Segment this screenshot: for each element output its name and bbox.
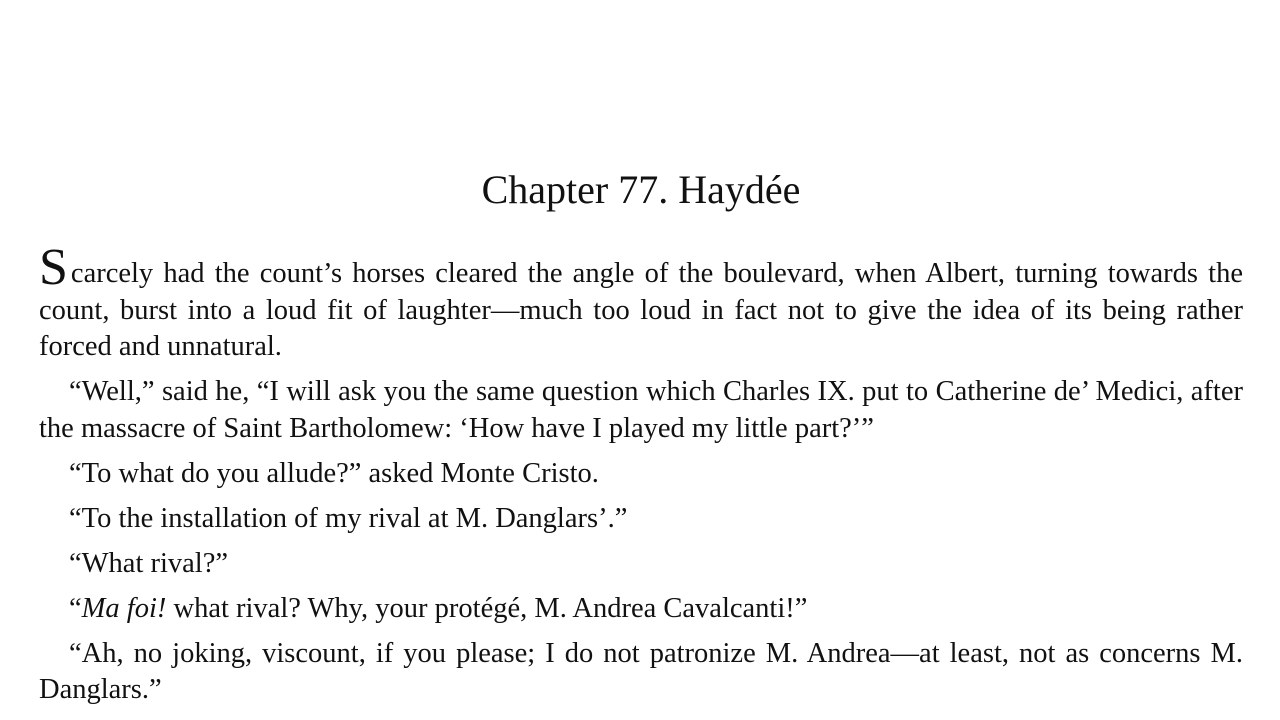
paragraph-4: “To the installation of my rival at M. Danglars’.” xyxy=(69,502,628,534)
paragraph-1 xyxy=(39,239,1243,366)
paragraph-1-text: carcely had the count’s horses cleared the angle of the boulevard, when Albert, turning towards the count, burst into a loud fit of laughter—much too loud in fact not to give the idea of its being rather forced and unnatural. xyxy=(39,258,1243,362)
paragraph-2: “Well,” said he, “I will ask you the same question which Charles IX. put to Catherine de’ Medici, after the massacre of Saint Bartholomew: ‘How have I played my little part?’” xyxy=(39,376,1243,444)
paragraph-3: “To what do you allude?” asked Monte Cristo. xyxy=(69,457,599,489)
paragraph-6 xyxy=(39,591,1243,628)
paragraph-7: “Ah, no joking, viscount, if you please; I do not patronize M. Andrea—at least, not as concerns M. Danglars.” xyxy=(39,637,1243,705)
drop-cap: S xyxy=(39,239,68,296)
paragraph-6-text: what rival? Why, your protégé, M. Andrea Cavalcanti!” xyxy=(166,592,808,624)
paragraph-6-open-quote: “ xyxy=(69,592,82,624)
chapter-title: Chapter 77. Haydée xyxy=(481,167,801,212)
chapter-body xyxy=(39,239,1243,709)
book-page xyxy=(39,0,1243,720)
paragraph-6-italic: Ma foi! xyxy=(81,592,167,624)
paragraph-5: “What rival?” xyxy=(69,547,229,579)
